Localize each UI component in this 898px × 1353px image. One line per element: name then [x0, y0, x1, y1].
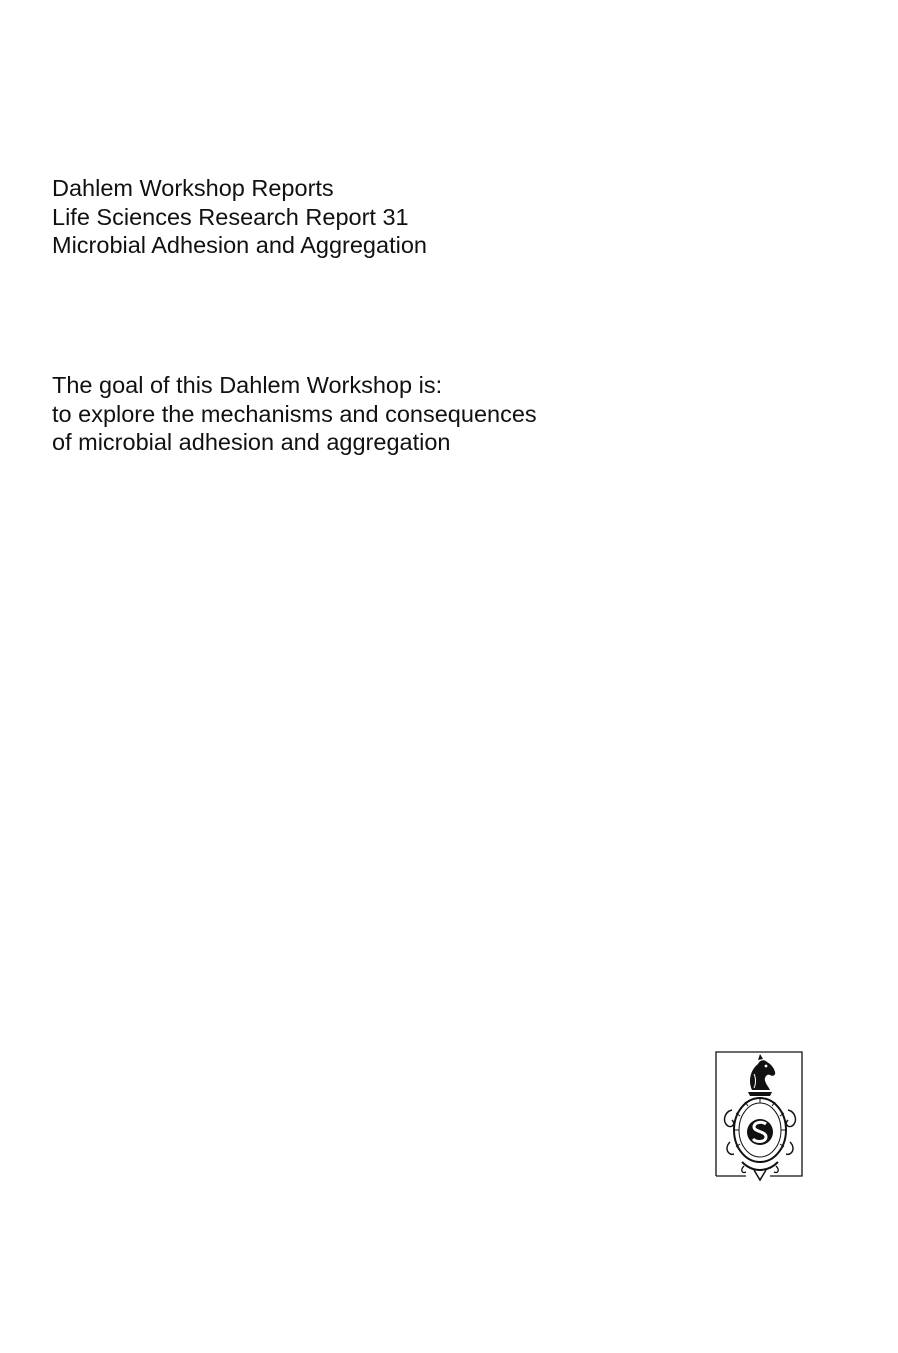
goal-line-3: of microbial adhesion and aggregation [52, 429, 451, 455]
goal-line-1: The goal of this Dahlem Workshop is: [52, 372, 443, 398]
publisher-logo [714, 1050, 804, 1184]
workshop-goal [52, 371, 537, 457]
book-title: Microbial Adhesion and Aggregation [52, 232, 427, 258]
series-name: Dahlem Workshop Reports [52, 175, 334, 201]
series-info [52, 174, 427, 260]
springer-knight-emblem-icon [714, 1050, 804, 1184]
report-number: Life Sciences Research Report 31 [52, 203, 409, 230]
goal-line-2: to explore the mechanisms and consequences [52, 400, 537, 427]
